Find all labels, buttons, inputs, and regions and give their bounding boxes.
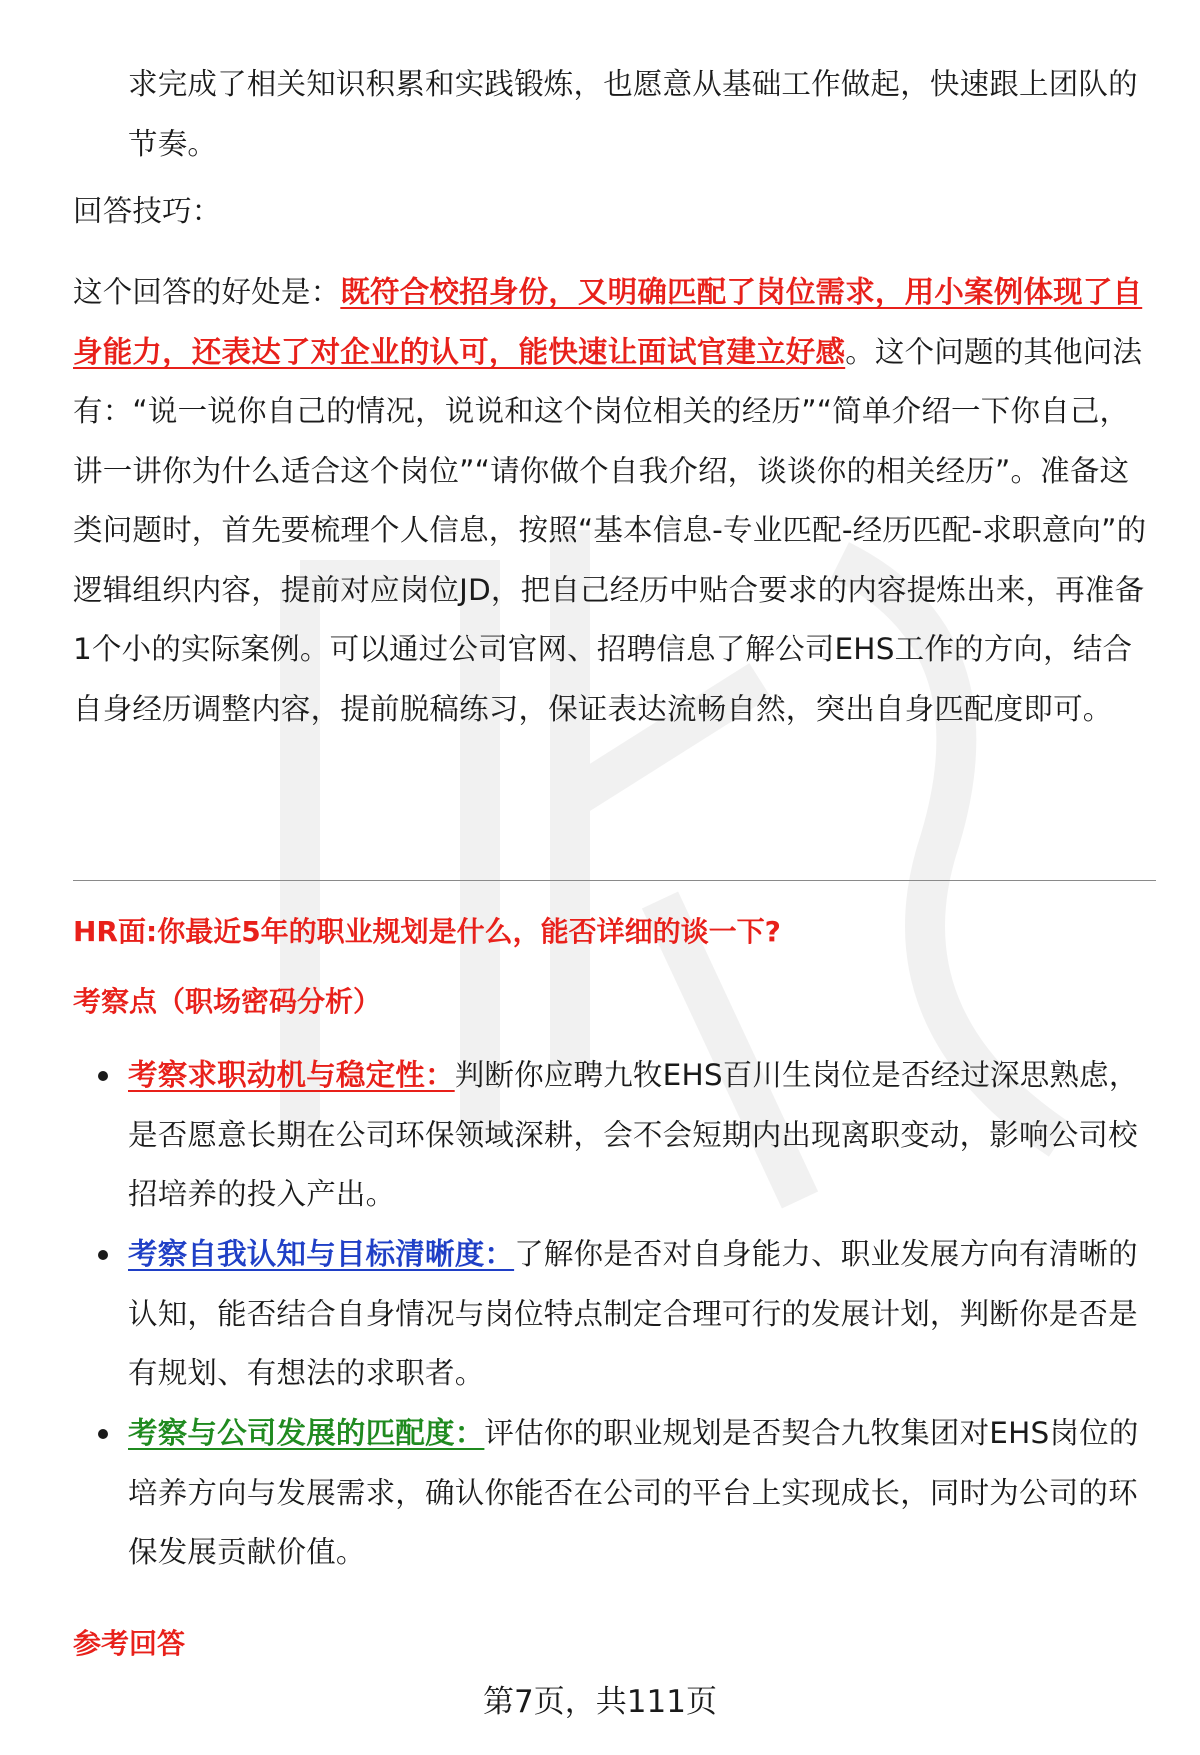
tips-paragraph [73,263,1153,739]
answer-heading: 参考回答 [73,1627,186,1660]
point-label-1: 考察求职动机与稳定性： [128,1058,455,1092]
point-item-2 [128,1225,1153,1404]
intro-paragraph: 求完成了相关知识积累和实践锻炼，也愿意从基础工作做起，快速跟上团队的节奏。 [128,67,1138,161]
tips-label: 回答技巧： [73,194,222,228]
bullet-dot [98,1071,108,1081]
points-heading: 考察点（职场密码分析） [73,985,382,1018]
point-item-1 [128,1046,1153,1225]
tips-rest: 。这个问题的其他问法有：“说一说你自己的情况，说说和这个岗位相关的经历”“简单介绍一下你自己，讲一讲你为什么适合这个岗位”“请你做个自我介绍，谈谈你的相关经历”。准备这类问题时，首先要梳理个人信息，按照“基本信息-专业匹配-经历匹配-求职意向”的逻辑组织内容，提前对应岗位JD，把自己经历中贴合要求的内容提炼出来，再准备1个小的实际案例。可以通过公司官网、招聘信息了解公司EHS工作的方向，结合自身经历调整内容，提前脱稿练习，保证表达流畅自然，突出自身匹配度即可。 [73,334,1147,726]
bullet-dot [98,1429,108,1439]
point-text-1: 判断你应聘九牧EHS百川生岗位是否经过深思熟虑，是否愿意长期在公司环保领域深耕，会不会短期内出现离职变动，影响公司校招培养的投入产出。 [128,1058,1139,1211]
point-text-3: 评估你的职业规划是否契合九牧集团对EHS岗位的培养方向与发展需求，确认你能否在公司的平台上实现成长，同时为公司的环保发展贡献价值。 [128,1416,1139,1569]
tips-prefix: 这个回答的好处是： [73,275,341,309]
point-text-2: 了解你是否对自身能力、职业发展方向有清晰的认知，能否结合自身情况与岗位特点制定合理可行的发展计划，判断你是否是有规划、有想法的求职者。 [128,1237,1138,1390]
point-label-3: 考察与公司发展的匹配度： [128,1416,485,1450]
point-label-2: 考察自我认知与目标清晰度： [128,1237,515,1271]
page-footer: 第7页，共111页 [483,1684,717,1720]
tips-highlight: 既符合校招身份，又明确匹配了岗位需求，用小案例体现了自身能力，还表达了对企业的认可，能快速让面试官建立好感 [73,275,1143,369]
section-divider [73,880,1156,881]
bullet-dot [98,1250,108,1260]
question-title: HR面:你最近5年的职业规划是什么，能否详细的谈一下? [73,915,781,948]
point-item-3 [128,1404,1153,1583]
